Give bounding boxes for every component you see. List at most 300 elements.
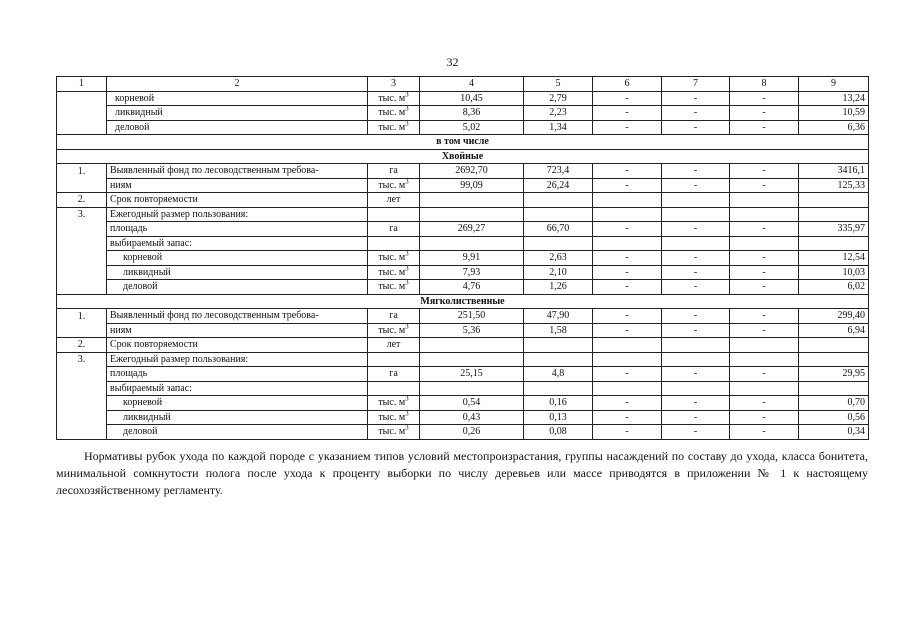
value-cell <box>730 265 799 280</box>
value-cell-text: - <box>625 426 629 438</box>
value-cell-text: 0,13 <box>549 411 567 423</box>
value-cell-text: 0,16 <box>549 397 567 409</box>
value-cell-text: 13,24 <box>842 92 865 104</box>
value-cell <box>593 280 662 295</box>
label-cell <box>107 207 368 222</box>
unit-cell <box>368 106 420 121</box>
value-cell-text: - <box>625 397 629 409</box>
value-cell <box>593 164 662 179</box>
number-cell <box>57 309 107 324</box>
value-cell <box>662 309 730 324</box>
value-cell-text: 723,4 <box>546 165 570 177</box>
number-cell <box>57 352 107 367</box>
label-cell-text: корневой <box>115 92 155 104</box>
value-cell <box>593 323 662 338</box>
label-cell-text: Срок повторяемости <box>110 194 198 206</box>
value-cell-text: 10,59 <box>842 107 865 119</box>
empty-cell <box>420 338 524 353</box>
unit-cell <box>368 410 420 425</box>
empty-cell <box>730 193 799 208</box>
empty-cell <box>593 236 662 251</box>
number-cell <box>57 396 107 411</box>
empty-cell <box>524 193 593 208</box>
unit-cell <box>368 338 420 353</box>
value-cell <box>524 178 593 193</box>
value-cell-text: 10,45 <box>460 92 483 104</box>
value-cell-text: - <box>693 426 698 438</box>
footnote-text: Нормативы рубок ухода по каждой породе с указанием типов условий местопроизрастания, группы насаждений по составу до ухода, класса бонитета, минимальной сомкнутости полога после ухода к проценту выборки по числу деревьев или массе приводятся в приложении № 1 к настоящему лесохозяйственному регламенту. <box>56 449 868 497</box>
label-cell-text: корневой <box>123 397 163 409</box>
unit-cell-text: тыс. м <box>378 107 406 119</box>
empty-cell <box>662 207 730 222</box>
empty-cell <box>524 236 593 251</box>
value-cell <box>730 425 799 440</box>
value-cell <box>524 367 593 382</box>
label-cell-text: деловой <box>123 281 158 293</box>
group-heading <box>57 149 869 164</box>
table-row <box>57 367 869 382</box>
value-cell-text: 2692,70 <box>455 165 488 177</box>
unit-cell-text: га <box>389 310 398 322</box>
value-cell-text: 4,76 <box>462 281 481 293</box>
value-cell-text: 0,08 <box>549 426 567 438</box>
value-cell-text: 335,97 <box>837 223 865 235</box>
table-row <box>57 164 869 179</box>
value-cell <box>524 164 593 179</box>
label-cell <box>107 309 368 324</box>
value-cell-text: 1,58 <box>549 324 567 336</box>
label-cell-text: ликвидный <box>123 411 171 423</box>
unit-superscript: 3 <box>405 410 409 418</box>
value-cell-text: - <box>762 92 766 104</box>
value-cell-text: 4,8 <box>551 368 565 380</box>
empty-cell <box>524 338 593 353</box>
empty-cell <box>662 381 730 396</box>
value-cell <box>420 178 524 193</box>
value-cell-text: - <box>762 368 766 380</box>
value-cell <box>662 178 730 193</box>
value-cell-text: 8,36 <box>462 107 481 119</box>
value-cell-text: - <box>693 324 698 336</box>
value-cell-text: 2,10 <box>549 266 567 278</box>
unit-cell <box>368 120 420 135</box>
empty-cell <box>420 193 524 208</box>
value-cell <box>420 120 524 135</box>
value-cell-text: 2,23 <box>549 107 567 119</box>
label-cell-text: Выявленный фонд по лесоводственным требова- <box>110 165 319 177</box>
number-cell <box>57 236 107 251</box>
value-cell-text: - <box>625 165 629 177</box>
table-row <box>57 193 869 208</box>
number-cell <box>57 222 107 237</box>
table-row <box>57 410 869 425</box>
label-cell <box>107 367 368 382</box>
value-cell-text: - <box>693 368 698 380</box>
unit-superscript: 3 <box>405 120 409 128</box>
section-heading <box>57 135 869 150</box>
table-row <box>57 251 869 266</box>
label-cell <box>107 178 368 193</box>
empty-cell <box>799 352 869 367</box>
label-cell <box>107 410 368 425</box>
label-cell-text: площадь <box>110 223 148 235</box>
group-heading <box>57 294 869 309</box>
unit-superscript: 3 <box>405 395 409 403</box>
label-cell <box>107 280 368 295</box>
value-cell-text: 26,24 <box>546 179 570 191</box>
table-row <box>57 120 869 135</box>
value-cell <box>662 323 730 338</box>
empty-cell <box>368 381 420 396</box>
label-cell <box>107 236 368 251</box>
value-cell <box>593 222 662 237</box>
value-cell <box>524 323 593 338</box>
header-cell: 5 <box>524 77 593 92</box>
value-cell-text: - <box>625 252 629 264</box>
number-cell <box>57 265 107 280</box>
value-cell-text: - <box>693 281 698 293</box>
value-cell <box>799 106 869 121</box>
value-cell-text: 299,40 <box>837 310 865 322</box>
value-cell <box>420 396 524 411</box>
table-row <box>57 309 869 324</box>
value-cell-text: 1,26 <box>549 281 567 293</box>
section-heading-text: в том числе <box>436 136 489 148</box>
section-row <box>57 294 869 309</box>
unit-cell <box>368 425 420 440</box>
table-row <box>57 396 869 411</box>
table-row <box>57 178 869 193</box>
number-cell-text: 3. <box>77 209 86 220</box>
value-cell-text: - <box>693 92 698 104</box>
value-cell <box>593 425 662 440</box>
empty-cell <box>730 236 799 251</box>
unit-cell <box>368 178 420 193</box>
unit-cell <box>368 164 420 179</box>
value-cell <box>799 178 869 193</box>
value-cell-text: 125,33 <box>837 179 865 191</box>
unit-cell-text: тыс. м <box>378 426 406 438</box>
empty-cell <box>368 352 420 367</box>
empty-cell <box>420 352 524 367</box>
value-cell <box>593 265 662 280</box>
value-cell <box>524 309 593 324</box>
number-cell <box>57 410 107 425</box>
table-row <box>57 265 869 280</box>
value-cell-text: - <box>625 223 629 235</box>
value-cell <box>524 410 593 425</box>
empty-cell <box>593 207 662 222</box>
empty-cell <box>420 236 524 251</box>
value-cell <box>593 178 662 193</box>
number-cell <box>57 367 107 382</box>
label-cell-text: Ежегодный размер пользования: <box>110 208 249 220</box>
header-cell: 4 <box>420 77 524 92</box>
value-cell-text: - <box>625 368 629 380</box>
value-cell <box>799 164 869 179</box>
value-cell-text: - <box>762 107 766 119</box>
value-cell-text: - <box>693 121 698 133</box>
number-cell-text: 1. <box>77 165 86 177</box>
label-cell <box>107 164 368 179</box>
number-cell <box>57 178 107 193</box>
value-cell <box>799 251 869 266</box>
value-cell-text: 2,79 <box>549 92 567 104</box>
unit-cell <box>368 265 420 280</box>
unit-cell-text: тыс. м <box>378 252 406 264</box>
unit-superscript: 3 <box>405 279 409 287</box>
table-row <box>57 381 869 396</box>
table-row <box>57 425 869 440</box>
number-cell <box>57 106 107 121</box>
value-cell <box>593 367 662 382</box>
unit-cell-text: тыс. м <box>378 179 406 191</box>
label-cell <box>107 91 368 106</box>
empty-cell <box>368 207 420 222</box>
empty-cell <box>593 338 662 353</box>
header-cell: 9 <box>799 77 869 92</box>
unit-cell-text: га <box>389 223 398 235</box>
value-cell-text: 1,34 <box>549 121 567 133</box>
value-cell <box>730 323 799 338</box>
value-cell-text: - <box>693 165 698 177</box>
value-cell-text: - <box>625 179 629 191</box>
value-cell <box>799 323 869 338</box>
unit-cell-text: лет <box>386 194 401 206</box>
value-cell <box>420 425 524 440</box>
value-cell <box>662 164 730 179</box>
label-cell <box>107 251 368 266</box>
value-cell <box>420 410 524 425</box>
unit-superscript: 3 <box>405 424 409 432</box>
label-cell <box>107 425 368 440</box>
value-cell-text: 5,36 <box>462 324 481 336</box>
table-row <box>57 222 869 237</box>
footnote-paragraph <box>56 448 868 499</box>
table-row <box>57 338 869 353</box>
unit-cell-text: тыс. м <box>378 121 406 133</box>
value-cell <box>799 265 869 280</box>
value-cell <box>524 91 593 106</box>
unit-cell <box>368 193 420 208</box>
value-cell <box>593 91 662 106</box>
value-cell <box>799 120 869 135</box>
value-cell <box>730 410 799 425</box>
empty-cell <box>799 338 869 353</box>
value-cell <box>420 367 524 382</box>
unit-cell <box>368 396 420 411</box>
table-row <box>57 280 869 295</box>
value-cell <box>662 120 730 135</box>
header-cell: 2 <box>107 77 368 92</box>
unit-cell <box>368 251 420 266</box>
value-cell <box>662 367 730 382</box>
label-cell-text: Выявленный фонд по лесоводственным требова- <box>110 310 319 322</box>
value-cell-text: 10,03 <box>842 266 865 278</box>
value-cell <box>593 120 662 135</box>
value-cell-text: - <box>625 281 629 293</box>
empty-cell <box>368 236 420 251</box>
empty-cell <box>593 193 662 208</box>
number-cell <box>57 338 107 353</box>
value-cell-text: - <box>693 266 698 278</box>
value-cell <box>524 222 593 237</box>
value-cell-text: - <box>762 266 766 278</box>
value-cell <box>662 251 730 266</box>
value-cell-text: - <box>693 223 698 235</box>
value-cell-text: 12,54 <box>842 252 865 264</box>
number-cell-text: 1. <box>77 310 86 322</box>
label-cell <box>107 106 368 121</box>
value-cell-text: 269,27 <box>457 223 486 235</box>
value-cell-text: 7,93 <box>462 266 481 278</box>
value-cell-text: - <box>762 426 766 438</box>
value-cell <box>593 309 662 324</box>
value-cell <box>420 164 524 179</box>
value-cell-text: - <box>625 310 629 322</box>
empty-cell <box>799 236 869 251</box>
value-cell <box>799 91 869 106</box>
empty-cell <box>593 381 662 396</box>
value-cell-text: 9,91 <box>462 252 481 264</box>
value-cell <box>420 280 524 295</box>
label-cell <box>107 193 368 208</box>
value-cell-text: - <box>762 223 766 235</box>
empty-cell <box>662 338 730 353</box>
value-cell <box>730 106 799 121</box>
value-cell <box>730 367 799 382</box>
table-row <box>57 236 869 251</box>
value-cell-text: - <box>762 397 766 409</box>
table-row <box>57 352 869 367</box>
empty-cell <box>799 207 869 222</box>
unit-cell <box>368 323 420 338</box>
value-cell <box>662 222 730 237</box>
unit-superscript: 3 <box>405 250 409 258</box>
number-cell <box>57 280 107 295</box>
value-cell <box>524 425 593 440</box>
forest-regulation-table <box>56 76 869 440</box>
number-cell-text: 3. <box>77 354 86 365</box>
number-cell <box>57 425 107 440</box>
page-number: 32 <box>446 55 459 69</box>
value-cell <box>799 222 869 237</box>
group-heading-text: Хвойные <box>441 150 484 162</box>
value-cell-text: - <box>625 324 629 336</box>
value-cell-text: - <box>762 411 766 423</box>
value-cell-text: 6,36 <box>847 121 865 133</box>
value-cell <box>799 410 869 425</box>
value-cell-text: 66,70 <box>546 223 570 235</box>
value-cell <box>662 425 730 440</box>
unit-cell-text: тыс. м <box>378 92 406 104</box>
unit-cell <box>368 367 420 382</box>
value-cell-text: 0,56 <box>847 411 865 423</box>
label-cell-text: ниям <box>110 179 132 191</box>
value-cell <box>730 178 799 193</box>
value-cell-text: 25,15 <box>460 368 483 380</box>
value-cell <box>420 222 524 237</box>
value-cell <box>662 410 730 425</box>
value-cell <box>799 396 869 411</box>
value-cell-text: 0,70 <box>847 397 865 409</box>
value-cell <box>730 396 799 411</box>
empty-cell <box>662 236 730 251</box>
value-cell <box>593 106 662 121</box>
value-cell-text: - <box>693 107 698 119</box>
header-cell: 1 <box>57 77 107 92</box>
number-cell <box>57 91 107 106</box>
unit-cell-text: тыс. м <box>378 397 406 409</box>
unit-cell <box>368 91 420 106</box>
value-cell <box>730 120 799 135</box>
label-cell-text: деловой <box>115 121 150 133</box>
number-cell <box>57 323 107 338</box>
value-cell-text: 29,95 <box>842 368 865 380</box>
value-cell <box>420 91 524 106</box>
label-cell <box>107 265 368 280</box>
empty-cell <box>730 352 799 367</box>
value-cell-text: 0,43 <box>462 411 481 423</box>
value-cell <box>593 251 662 266</box>
value-cell <box>662 106 730 121</box>
value-cell-text: - <box>762 281 766 293</box>
label-cell-text: ликвидный <box>123 266 171 278</box>
value-cell <box>524 265 593 280</box>
unit-superscript: 3 <box>405 105 409 113</box>
value-cell <box>593 410 662 425</box>
value-cell-text: - <box>693 310 698 322</box>
value-cell <box>730 91 799 106</box>
value-cell-text: - <box>762 310 766 322</box>
unit-cell <box>368 222 420 237</box>
unit-cell-text: тыс. м <box>378 266 406 278</box>
header-cell: 6 <box>593 77 662 92</box>
number-cell <box>57 193 107 208</box>
value-cell <box>799 280 869 295</box>
value-cell <box>799 309 869 324</box>
section-row <box>57 149 869 164</box>
value-cell-text: 2,63 <box>549 252 567 264</box>
number-cell <box>57 120 107 135</box>
value-cell <box>420 251 524 266</box>
value-cell <box>799 367 869 382</box>
value-cell-text: - <box>625 266 629 278</box>
empty-cell <box>524 381 593 396</box>
value-cell <box>524 251 593 266</box>
value-cell <box>662 265 730 280</box>
value-cell-text: 251,50 <box>457 310 486 322</box>
value-cell-text: - <box>625 92 629 104</box>
value-cell-text: - <box>762 121 766 133</box>
value-cell-text: 5,02 <box>462 121 481 133</box>
value-cell <box>730 280 799 295</box>
value-cell-text: 6,94 <box>847 324 865 336</box>
value-cell-text: 47,90 <box>546 310 570 322</box>
unit-cell-text: тыс. м <box>378 281 406 293</box>
value-cell <box>662 91 730 106</box>
table-row <box>57 207 869 222</box>
label-cell <box>107 352 368 367</box>
unit-cell-text: тыс. м <box>378 411 406 423</box>
unit-cell <box>368 280 420 295</box>
value-cell <box>730 222 799 237</box>
label-cell <box>107 323 368 338</box>
value-cell <box>799 425 869 440</box>
empty-cell <box>799 193 869 208</box>
unit-superscript: 3 <box>405 178 409 186</box>
value-cell-text: - <box>625 107 629 119</box>
